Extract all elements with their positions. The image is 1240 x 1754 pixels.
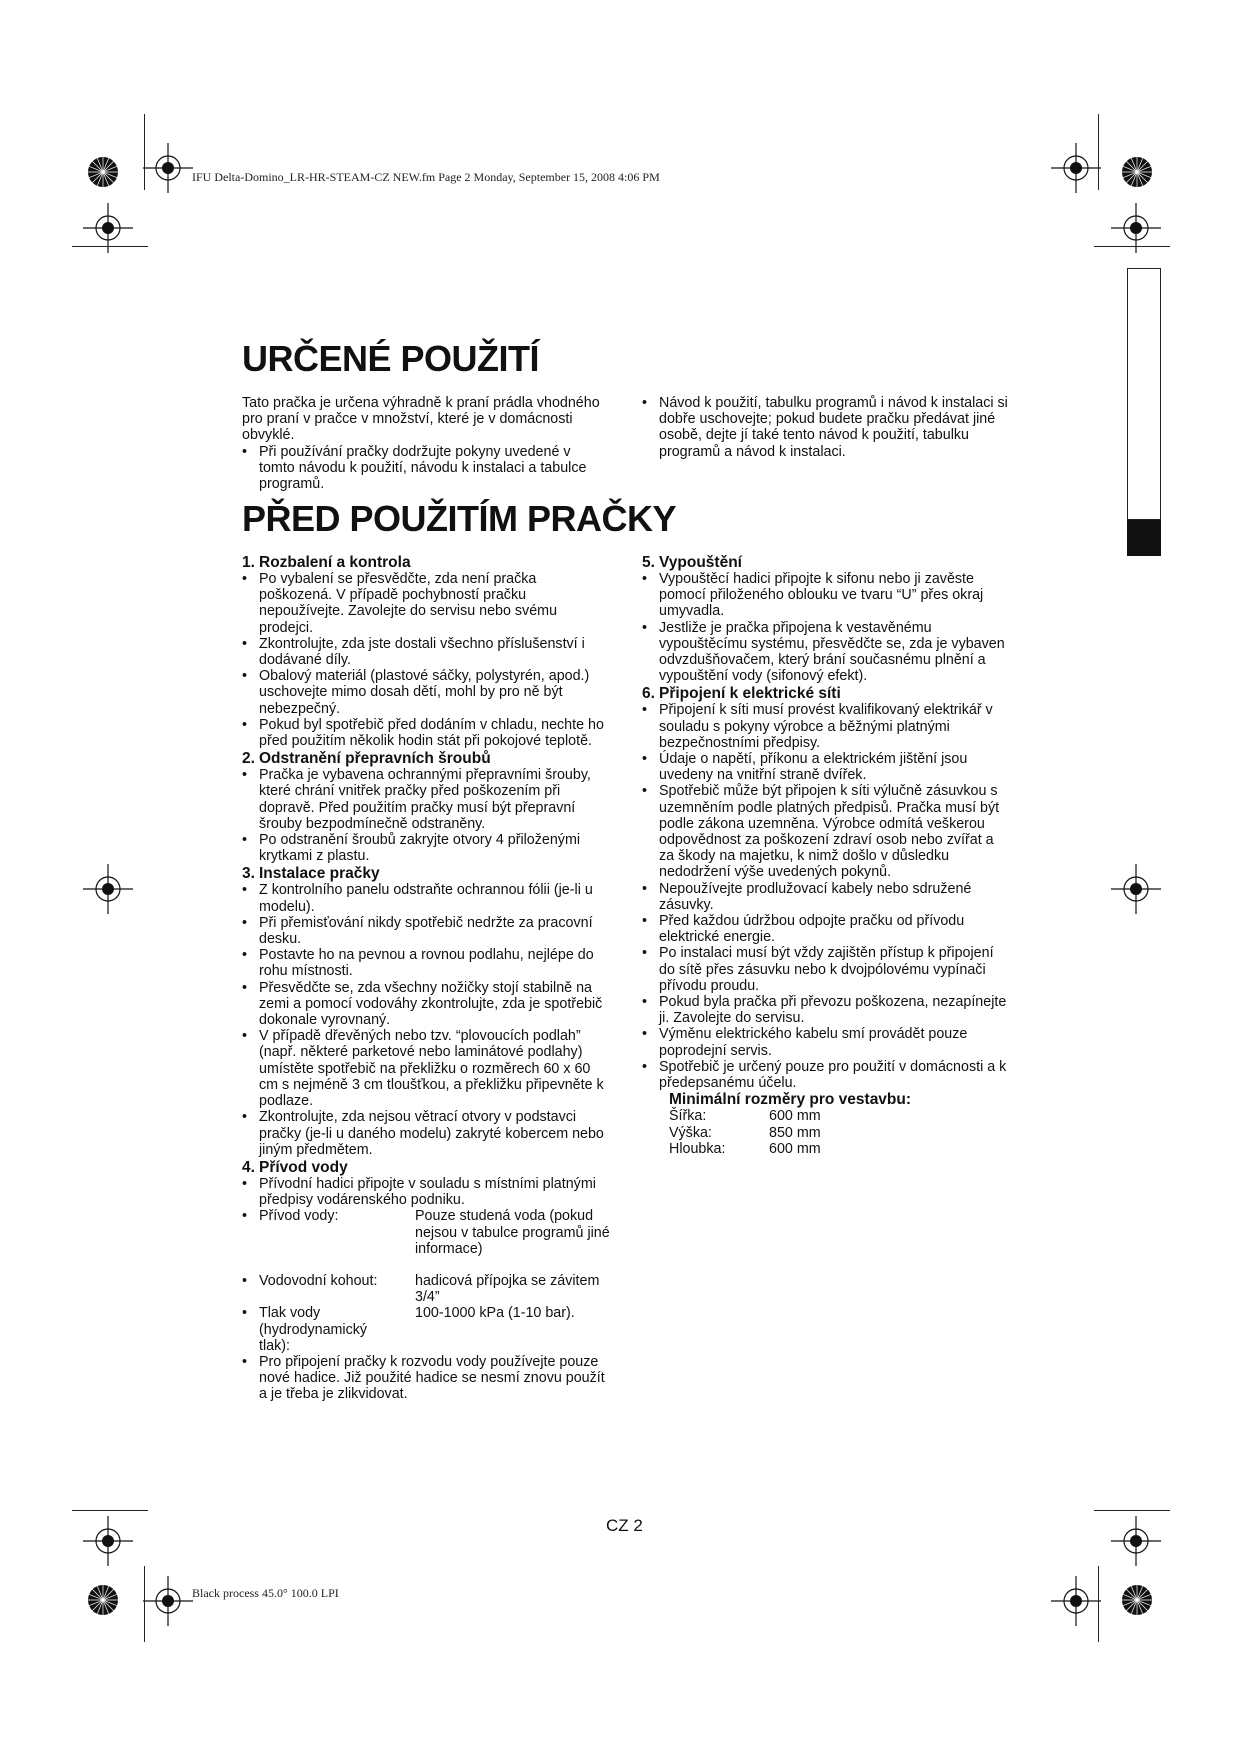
list-item: • Pro připojení pračky k rozvodu vody používejte pouze nové hadice. Již použité hadice se nesmí znovu použít a je třeba je zlikvidovat. xyxy=(242,1353,605,1403)
list-item: • Návod k použití, tabulku programů i návod k instalaci si dobře uschovejte; pokud budete pračku předávat jiné osobě, dejte jí také tento návod k použití, tabulku programů a návod k instalaci. xyxy=(642,395,1008,460)
print-slug-top: IFU Delta-Domino_LR-HR-STEAM-CZ NEW.fm Page 2 Monday, September 15, 2008 4:06 PM xyxy=(192,170,660,184)
list-item: • Z kontrolního panelu odstraňte ochrannou fólii (je-li u modelu). xyxy=(242,882,593,915)
section-heading-electrical: 6. Připojení k elektrické síti xyxy=(642,685,841,703)
star-target-icon xyxy=(87,1584,119,1616)
spec-row-water-pressure: • Tlak vody (hydrodynamický tlak): 100-1000 kPa (1-10 bar). xyxy=(242,1305,575,1354)
list-item: • Přívodní hadici připojte v souladu s místními platnými předpisy vodárenského podniku. xyxy=(242,1175,596,1209)
section-heading-transport-bolts: 2. Odstranění přepravních šroubů xyxy=(242,750,491,768)
right-column xyxy=(642,553,1010,1157)
star-target-icon xyxy=(1121,1584,1153,1616)
list-item: • Po odstranění šroubů zakryjte otvory 4 přiloženými krytkami z plastu. xyxy=(242,832,581,865)
page-number: CZ 2 xyxy=(606,1516,643,1535)
trim-mark xyxy=(144,114,145,190)
dimension-row-width: Šířka: 600 mm xyxy=(669,1108,821,1125)
spec-row-tap: • Vodovodní kohout: hadicová přípojka se závitem 3/4” xyxy=(242,1272,600,1306)
list-item: • V případě dřevěných nebo tzv. “plovoucích podlah” (např. některé parketové nebo laminátové podlahy) umístěte spotřebič na překližku o rozměrech 60 x 60 cm s nejméně 3 cm tloušťkou, a překližku připevněte k podlaze. xyxy=(242,1028,604,1110)
registration-mark-icon xyxy=(143,143,193,193)
registration-mark-icon xyxy=(83,1516,133,1566)
left-column xyxy=(242,553,610,1403)
list-item: • Zkontrolujte, zda jste dostali všechno příslušenství i dodávané díly. xyxy=(242,635,585,669)
thumb-index-marker xyxy=(1127,520,1161,556)
section-heading-installation: 3. Instalace pračky xyxy=(242,865,380,883)
list-item: • Postavte ho na pevnou a rovnou podlahu, nejlépe do rohu místnosti. xyxy=(242,947,594,980)
dimensions-heading: Minimální rozměry pro vestavbu: xyxy=(669,1091,912,1109)
list-item: • Při přemisťování nikdy spotřebič nedržte za pracovní desku. xyxy=(242,914,593,948)
list-item: • Pokud byla pračka při převozu poškozena, nezapínejte ji. Zavolejte do servisu. xyxy=(642,994,1007,1027)
trim-mark xyxy=(1094,246,1170,247)
list-item: • Pračka je vybavena ochrannými přepravními šrouby, které chrání vnitřek pračky před poškozením při dopravě. Před použitím pračky musí být přepravní šrouby bezpodmínečně odstraněny. xyxy=(242,767,591,832)
trim-mark xyxy=(144,1566,145,1642)
list-item: • Údaje o napětí, příkonu a elektrickém jištění jsou uvedeny na vnitřní straně dvířek. xyxy=(642,751,968,784)
list-item: • Nepoužívejte prodlužovací kabely nebo sdružené zásuvky. xyxy=(642,880,972,913)
list-item: • Obalový materiál (plastové sáčky, polystyrén, apod.) uschovejte mimo dosah dětí, mohl by pro ně být nebezpečný. xyxy=(242,668,590,717)
spec-row-water-inlet: • Přívod vody: Pouze studená voda (pokud nejsou v tabulce programů jiné informace) xyxy=(242,1208,610,1257)
list-item: • Vypouštěcí hadici připojte k sifonu nebo ji zavěste pomocí přiloženého oblouku ve tvaru “U” přes okraj umyvadla. xyxy=(642,571,984,620)
list-item: • Jestliže je pračka připojena k vestavěnému vypouštěcímu systému, přesvědčte se, zda je vybaven odvzdušňovačem, který brání současnému plnění a vypouštění vody (sifonový efekt). xyxy=(642,619,1005,685)
registration-mark-icon xyxy=(143,1576,193,1626)
intro-right-column xyxy=(642,395,1010,460)
list-item: • Přesvědčte se, zda všechny nožičky stojí stabilně na zemi a pomocí vodováhy zkontrolujte, zda je spotřebič dokonale vyrovnaný. xyxy=(242,979,603,1029)
registration-mark-icon xyxy=(1111,1516,1161,1566)
print-slug-bottom: Black process 45.0° 100.0 LPI xyxy=(192,1586,339,1600)
dimension-row-height: Výška: 850 mm xyxy=(669,1124,821,1141)
heading-before-use: PŘED POUŽITÍM PRAČKY xyxy=(242,498,677,539)
list-item: • Spotřebič může být připojen k síti výlučně zásuvkou s uzemněním podle platných předpisů. Pračka musí být podle zákona uzemněna. Výrobce odmítá veškerou odpovědnost za poškození zdraví osob nebo zvířat a za škody na majetku, k nimž došlo v důsledku nedodržení výše uvedených pokynů. xyxy=(642,783,1000,881)
thumb-index-tab xyxy=(1127,268,1161,520)
list-item: • Výměnu elektrického kabelu smí provádět pouze poprodejní servis. xyxy=(642,1026,968,1059)
list-item: • Připojení k síti musí provést kvalifikovaný elektrikář v souladu s pokyny výrobce a běžnými platnými bezpečnostními předpisy. xyxy=(642,702,993,751)
section-heading-drain: 5. Vypouštění xyxy=(642,554,742,571)
trim-mark xyxy=(1094,1510,1170,1511)
list-item: • Po vybalení se přesvědčte, zda není pračka poškozená. V případě pochybností pračku nepoužívejte. Zavolejte do servisu nebo svému prodejci. xyxy=(242,571,558,636)
list-item: • Při používání pračky dodržujte pokyny uvedené v tomto návodu k použití, návodu k instalaci a tabulce programů. xyxy=(242,443,587,493)
trim-mark xyxy=(72,246,148,247)
heading-intended-use: URČENÉ POUŽITÍ xyxy=(242,338,540,379)
trim-mark xyxy=(1098,114,1099,190)
section-heading-unpacking: 1. Rozbalení a kontrola xyxy=(242,554,411,571)
list-item: • Před každou údržbou odpojte pračku od přívodu elektrické energie. xyxy=(642,913,965,946)
registration-mark-icon xyxy=(1051,143,1101,193)
list-item: • Po instalaci musí být vždy zajištěn přístup k připojení do sítě přes zásuvku nebo k dvojpólovému vypínači přívodu proudu. xyxy=(642,945,994,994)
star-target-icon xyxy=(1121,156,1153,188)
dimension-row-depth: Hloubka: 600 mm xyxy=(669,1140,821,1157)
trim-mark xyxy=(1098,1566,1099,1642)
intro-paragraph: Tato pračka je určena výhradně k praní prádla vhodného pro praní v pračce v množství, které je v domácnosti obvyklé. xyxy=(242,395,600,444)
intro-left-column xyxy=(242,395,610,492)
spacer xyxy=(242,1257,610,1273)
list-item: • Zkontrolujte, zda nejsou větrací otvory v podstavci pračky (je-li u daného modelu) zakryté kobercem nebo jiným předmětem. xyxy=(242,1109,604,1158)
section-heading-water-supply: 4. Přívod vody xyxy=(242,1158,348,1176)
list-item: • Pokud byl spotřebič před dodáním v chladu, nechte ho před použitím několik hodin stát při pokojové teplotě. xyxy=(242,716,604,750)
trim-mark xyxy=(72,1510,148,1511)
registration-mark-icon xyxy=(1111,864,1161,914)
registration-mark-icon xyxy=(1051,1576,1101,1626)
list-item: • Spotřebič je určený pouze pro použití v domácnosti a k předepsanému účelu. xyxy=(642,1058,1007,1092)
star-target-icon xyxy=(87,156,119,188)
registration-mark-icon xyxy=(83,864,133,914)
